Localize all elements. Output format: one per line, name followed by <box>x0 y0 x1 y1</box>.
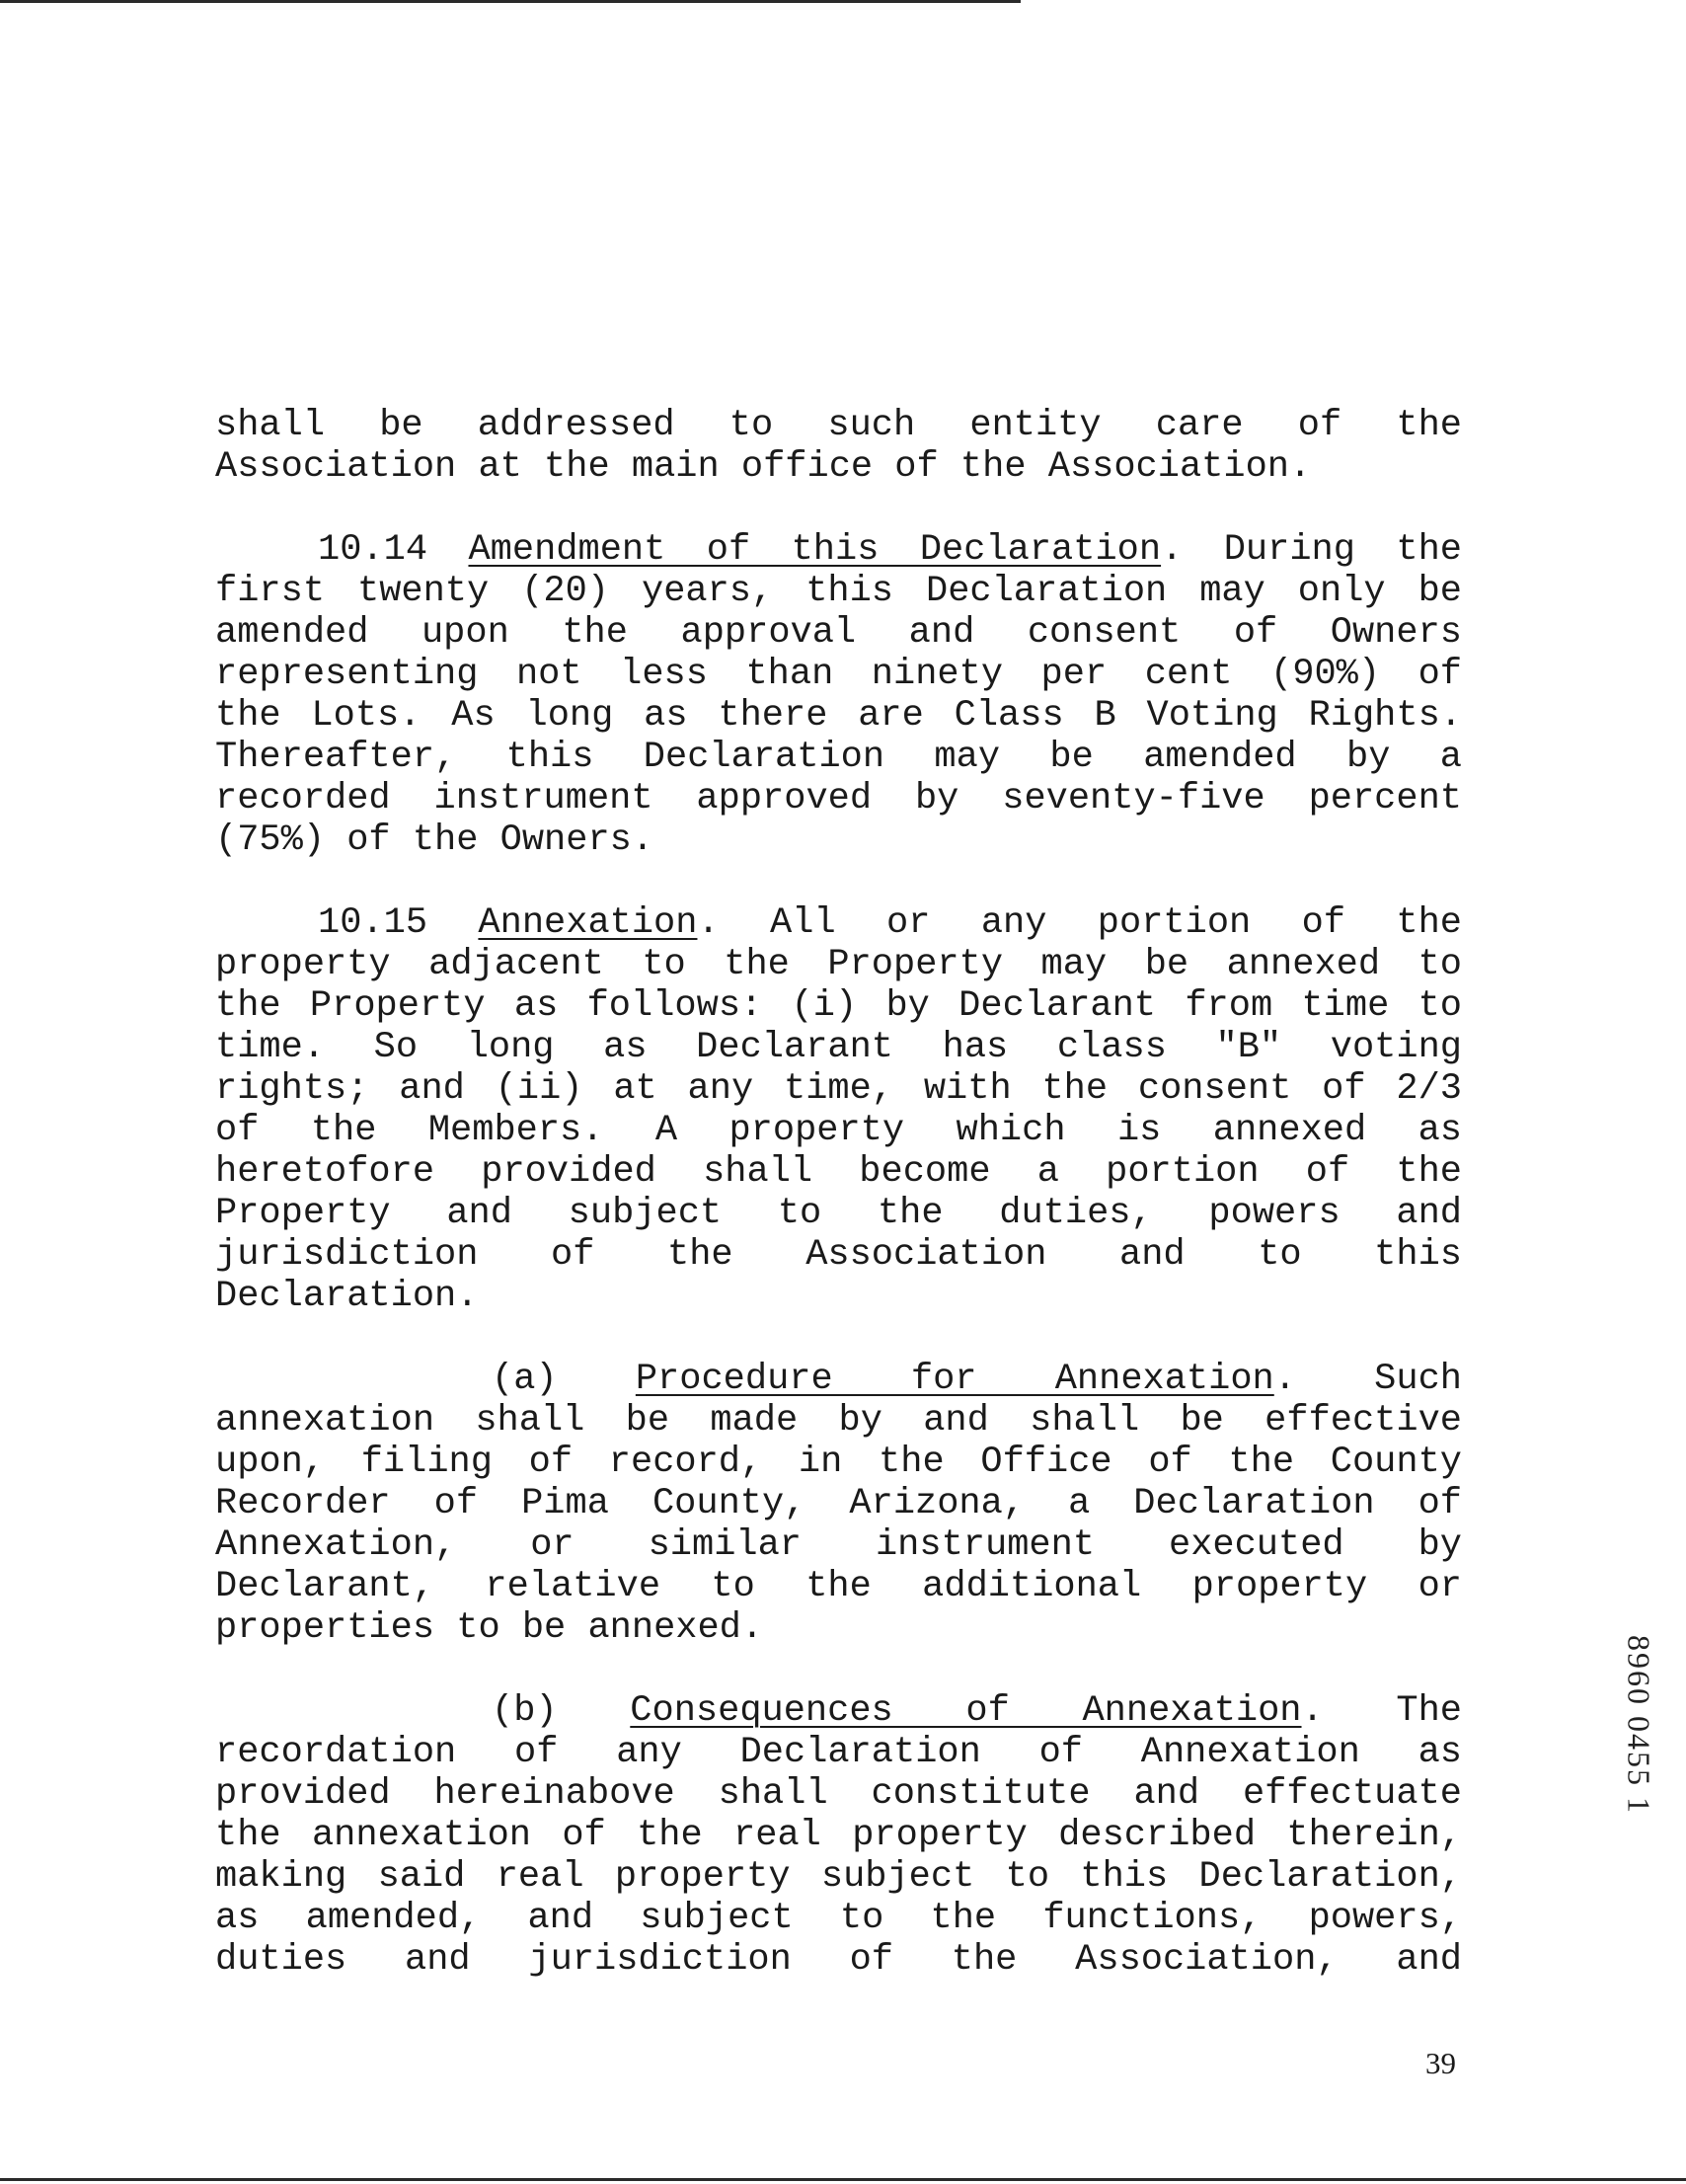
section-number: 10.15 <box>318 902 428 944</box>
section-lead-text: . All or any portion of the <box>697 902 1462 944</box>
subsection-label: (b) <box>492 1690 558 1732</box>
text-line: Recorder of Pima County, Arizona, a Declaration of <box>215 1483 1462 1524</box>
text-line: provided hereinabove shall constitute and effectuate <box>215 1773 1462 1815</box>
subsection-b <box>215 1690 1462 1981</box>
section-10-15 <box>215 902 1462 1317</box>
text-line: making said real property subject to this Declaration, <box>215 1856 1462 1898</box>
recording-number-text: 8960 0455 1 <box>1621 1635 1657 1815</box>
text-line: the Property as follows: (i) by Declarant from time to <box>215 985 1462 1027</box>
text-line: annexation shall be made by and shall be effective <box>215 1400 1462 1442</box>
text-line: (75%) of the Owners. <box>215 819 654 861</box>
text-line: jurisdiction of the Association and to this <box>215 1234 1462 1276</box>
text-line: the annexation of the real property described therein, <box>215 1815 1462 1856</box>
section-heading-line <box>215 529 1462 571</box>
recording-number-stamp <box>1619 1592 1658 1858</box>
section-heading-line <box>215 902 1462 944</box>
text-line: the Lots. As long as there are Class B Voting Rights. <box>215 695 1462 737</box>
subsection-heading-line <box>215 1359 1462 1400</box>
text-line: Thereafter, this Declaration may be amended by a <box>215 737 1462 778</box>
text-line: duties and jurisdiction of the Association, and <box>215 1939 1462 1981</box>
text-line: recorded instrument approved by seventy-five percent <box>215 778 1462 819</box>
continuation-paragraph <box>215 405 1462 488</box>
bottom-border-rule <box>0 2178 1686 2181</box>
subsection-heading-line <box>215 1690 1462 1732</box>
page-number: 39 <box>1425 2046 1456 2080</box>
text-line: Declaration. <box>215 1276 479 1317</box>
text-line: shall be addressed to such entity care of the <box>215 405 1462 446</box>
text-line: heretofore provided shall become a portion of the <box>215 1151 1462 1193</box>
text-line: representing not less than ninety per cent (90%) of <box>215 654 1462 695</box>
text-line: first twenty (20) years, this Declaration may only be <box>215 571 1462 612</box>
section-lead-text: . During the <box>1161 529 1462 571</box>
text-line: amended upon the approval and consent of Owners <box>215 612 1462 654</box>
subsection-a <box>215 1359 1462 1649</box>
subsection-lead-text: . The <box>1301 1690 1462 1732</box>
subsection-title: Consequences of Annexation <box>630 1690 1302 1732</box>
text-line: upon, filing of record, in the Office of the County <box>215 1442 1462 1483</box>
top-border-rule <box>0 0 1021 3</box>
subsection-label: (a) <box>492 1359 558 1400</box>
text-line: of the Members. A property which is annexed as <box>215 1110 1462 1151</box>
text-line: as amended, and subject to the functions, powers, <box>215 1898 1462 1939</box>
subsection-title: Procedure for Annexation <box>635 1359 1274 1400</box>
text-line: properties to be annexed. <box>215 1607 764 1649</box>
subsection-lead-text: . Such <box>1273 1359 1462 1400</box>
text-line: rights; and (ii) at any time, with the consent of 2/3 <box>215 1068 1462 1110</box>
text-line: Property and subject to the duties, powers and <box>215 1193 1462 1234</box>
text-line: Association at the main office of the Association. <box>215 446 1312 488</box>
section-number: 10.14 <box>318 529 428 571</box>
section-title: Amendment of this Declaration <box>468 529 1162 571</box>
text-line: time. So long as Declarant has class "B" voting <box>215 1027 1462 1068</box>
section-10-14 <box>215 529 1462 861</box>
section-title: Annexation <box>478 902 698 944</box>
text-line: property adjacent to the Property may be annexed to <box>215 944 1462 985</box>
text-line: Annexation, or similar instrument executed by <box>215 1524 1462 1566</box>
text-line: recordation of any Declaration of Annexation as <box>215 1732 1462 1773</box>
text-line: Declarant, relative to the additional property or <box>215 1566 1462 1607</box>
